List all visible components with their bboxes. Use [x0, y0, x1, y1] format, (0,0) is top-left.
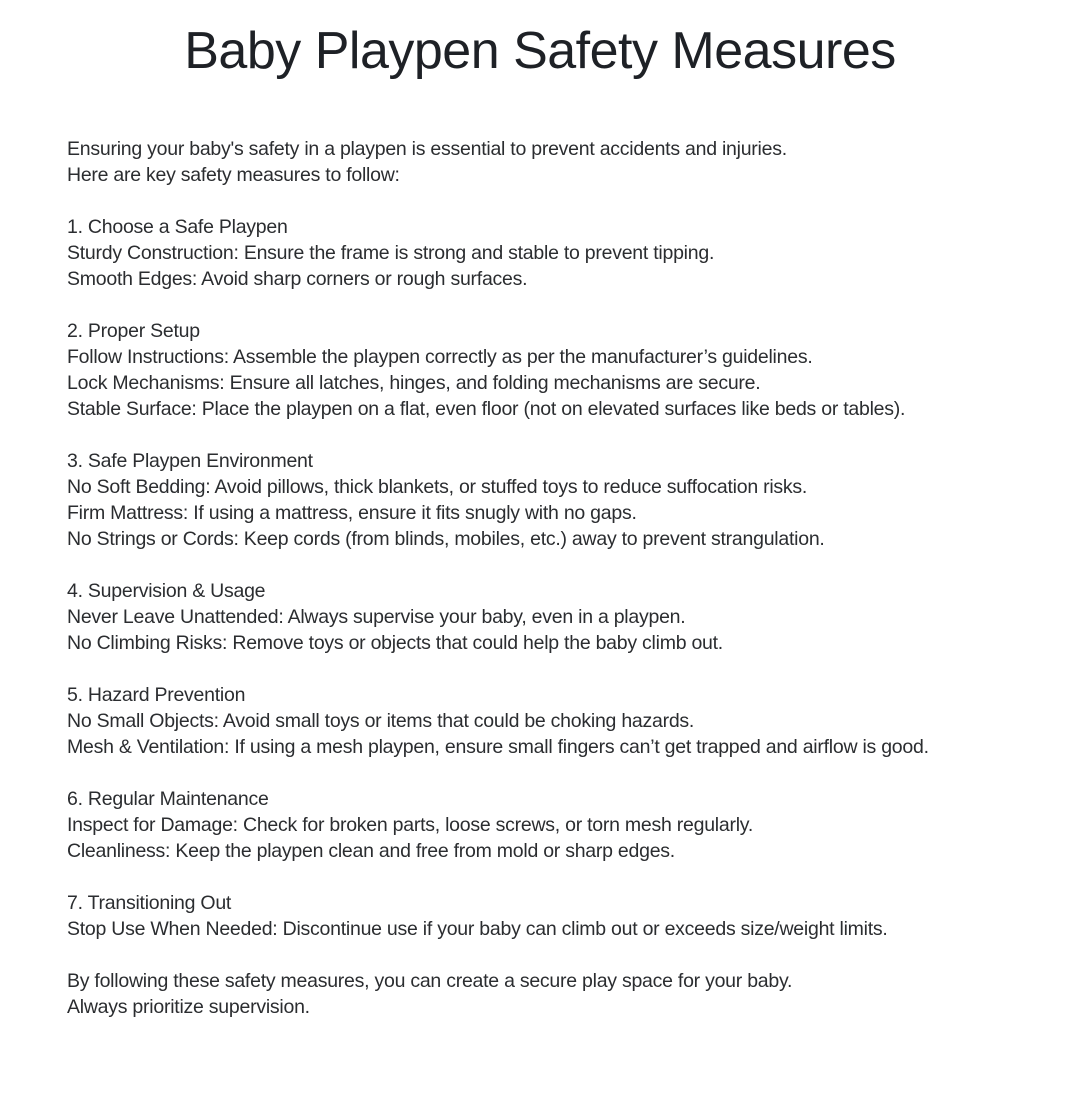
paragraph [67, 968, 1060, 1020]
document-body [67, 136, 1060, 1020]
text-line: Here are key safety measures to follow: [67, 163, 400, 186]
text-line: No Soft Bedding: Avoid pillows, thick blankets, or stuffed toys to reduce suffocation risks. [67, 475, 808, 498]
text-line: No Strings or Cords: Keep cords (from blinds, mobiles, etc.) away to prevent strangulation. [67, 527, 825, 550]
text-line: Sturdy Construction: Ensure the frame is strong and stable to prevent tipping. [67, 241, 715, 264]
text-line: No Small Objects: Avoid small toys or items that could be choking hazards. [67, 709, 695, 732]
text-line: Ensuring your baby's safety in a playpen is essential to prevent accidents and injuries. [67, 137, 787, 160]
text-line: 5. Hazard Prevention [67, 683, 246, 706]
text-line: 2. Proper Setup [67, 319, 200, 342]
paragraph [67, 214, 1060, 292]
text-line: Firm Mattress: If using a mattress, ensure it fits snugly with no gaps. [67, 501, 637, 524]
text-line: 7. Transitioning Out [67, 891, 232, 914]
text-line: 1. Choose a Safe Playpen [67, 215, 288, 238]
paragraph [67, 448, 1060, 552]
text-line: No Climbing Risks: Remove toys or objects that could help the baby climb out. [67, 631, 723, 654]
text-line: Inspect for Damage: Check for broken parts, loose screws, or torn mesh regularly. [67, 813, 754, 836]
text-line: By following these safety measures, you can create a secure play space for your baby. [67, 969, 793, 992]
text-line: Follow Instructions: Assemble the playpen correctly as per the manufacturer’s guidelines. [67, 345, 813, 368]
paragraph [67, 136, 1060, 188]
text-line: Never Leave Unattended: Always supervise your baby, even in a playpen. [67, 605, 686, 628]
paragraph [67, 682, 1060, 760]
text-line: 3. Safe Playpen Environment [67, 449, 313, 472]
text-line: 4. Supervision & Usage [67, 579, 266, 602]
text-line: Stable Surface: Place the playpen on a flat, even floor (not on elevated surfaces like beds or tables). [67, 397, 906, 420]
paragraph [67, 318, 1060, 422]
page-title: Baby Playpen Safety Measures [184, 22, 896, 80]
text-line: 6. Regular Maintenance [67, 787, 269, 810]
text-line: Stop Use When Needed: Discontinue use if your baby can climb out or exceeds size/weight limits. [67, 917, 888, 940]
text-line: Always prioritize supervision. [67, 995, 310, 1018]
text-line: Cleanliness: Keep the playpen clean and free from mold or sharp edges. [67, 839, 675, 862]
text-line: Smooth Edges: Avoid sharp corners or rough surfaces. [67, 267, 528, 290]
text-line: Lock Mechanisms: Ensure all latches, hinges, and folding mechanisms are secure. [67, 371, 761, 394]
document-page [0, 22, 1080, 1102]
paragraph [67, 578, 1060, 656]
text-line: Mesh & Ventilation: If using a mesh playpen, ensure small fingers can’t get trapped and airflow is good. [67, 735, 929, 758]
paragraph [67, 890, 1060, 942]
paragraph [67, 786, 1060, 864]
